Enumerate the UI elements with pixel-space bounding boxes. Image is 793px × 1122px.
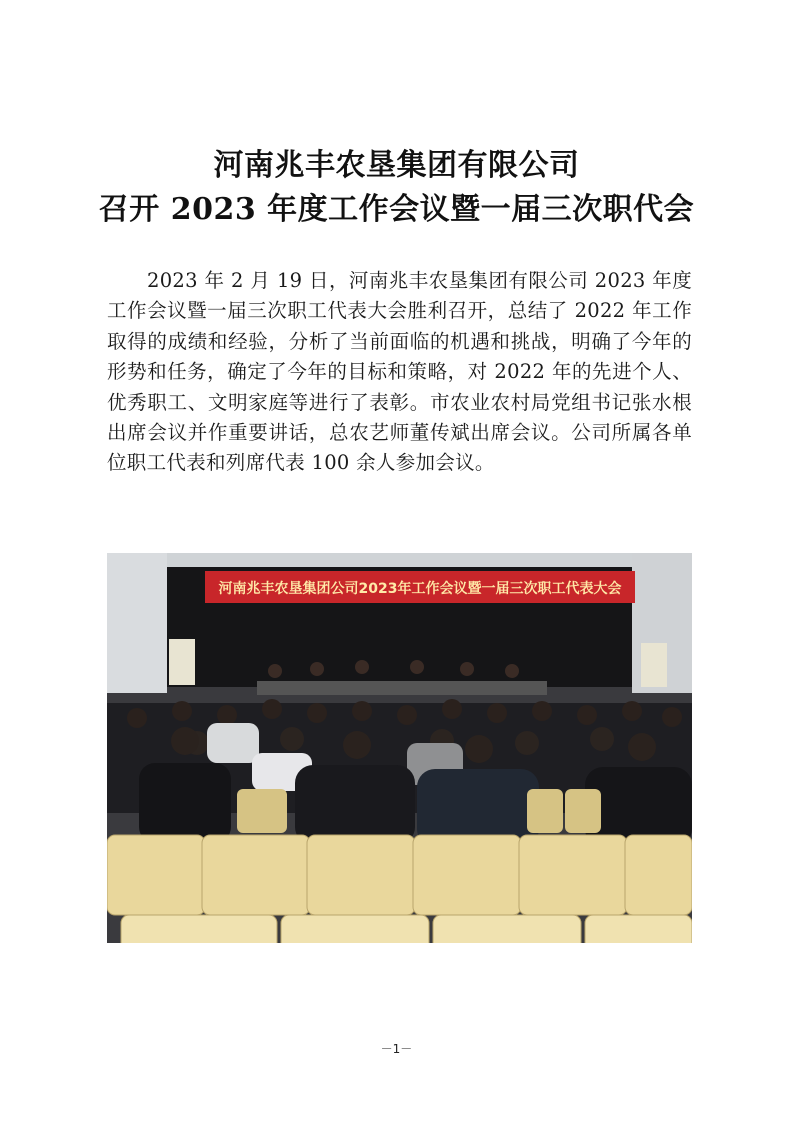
body-text: 2023 年 2 月 19 日，河南兆丰农垦集团有限公司 2023 年度工作会议暨一届三次职工代表大会胜利召开，总结了 2022 年工作取得的成绩和经验，分析了当前面临的机遇和挑战，明确了今年的形势和任务，确定了今年的目标和策略，对 2022 年的先进个人、优秀职工、文明家庭等进行了表彰。市农业农村局党组书记张水根出席会议并作重要讲话，总农艺师董传斌出席会议。公司所属各单位职工代表和列席代表 100 余人参加会议。 — [107, 269, 692, 475]
document-title-line-2: 召开 2023 年度工作会议暨一届三次职代会 — [98, 192, 695, 227]
meeting-photo — [107, 553, 692, 943]
banner-text: 河南兆丰农垦集团公司2023年工作会议暨一届三次职工代表大会 — [218, 581, 622, 597]
body-paragraph — [107, 266, 692, 479]
page-number: －1－ — [380, 1042, 413, 1056]
document-title-line-1: 河南兆丰农垦集团有限公司 — [213, 148, 580, 183]
